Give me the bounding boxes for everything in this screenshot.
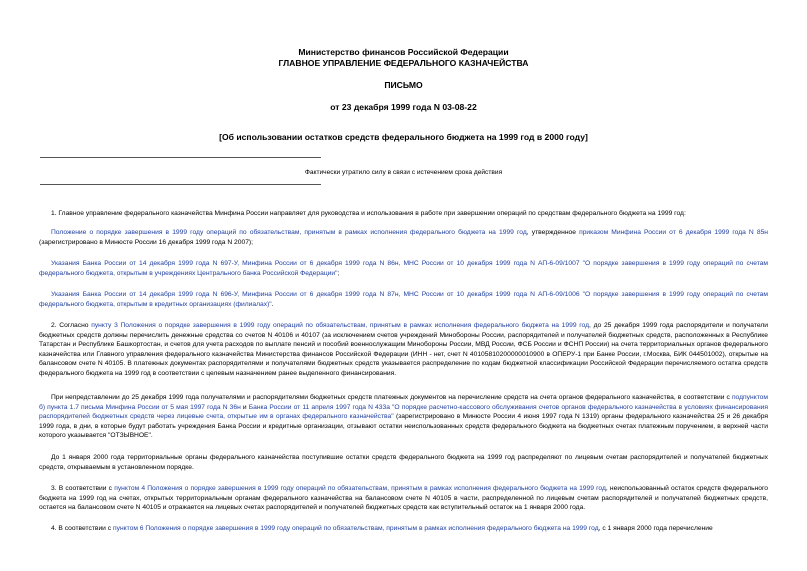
divider-top <box>40 157 321 158</box>
paragraph-1-ref-1: Положение о порядке завершения в 1999 году операций по обязательствам, принятым в рамках исполнения федерального бюджета на 1999 год, утвержденное приказом Минфина России от 6 декабря 1999 года N 85н (зарегистрировано в Минюсте России 16 декабря 1999 года N 2007); <box>39 229 768 246</box>
order-link[interactable]: приказом Минфина России от 6 декабря 1999 года N 85н <box>579 229 768 236</box>
paragraph-6: 4. В соответствии с пунктом 6 Положения о порядке завершения в 1999 году операций по обязательствам, принятым в рамках исполнения федерального бюджета на 1999 год, с 1 января 2000 года перечисление <box>51 525 713 532</box>
paragraph-3: При непредставлении до 25 декабря 1999 года получателями и распорядителями бюджетных средств платежных документов на перечисление средств на счета органов федерального казначейства, в соответствии с подпунктом б) пункта 1.7 письма Минфина России от 5 мая 1997 года N 36н и Банка России от 11 апреля 1997 года N 433а "О порядке расчетно-кассового обслуживания счетов органов федерального казначейства в условиях финансирования распорядителей бюджетных средств через лицевые счета, открытые им в органах федерального казначейства" (зарегистрировано в Минюсте России 4 июня 1997 года N 1319) органы федерального казначейства 25 и 26 декабря 1999 года, в дни, в которые будут работать учреждения Банка России и кредитные организации, отзывают остатки неиспользованных средств федерального бюджета на бюджетных счетах платежным поручением, в верхней части которого указывается "ОТЗЫВНОЕ". <box>39 394 769 440</box>
regulation-point-4-link[interactable]: пунктом 4 Положения о порядке завершения в 1999 году операций по обязательствам, принятым в рамках исполнения федерального бюджета на 1999 год <box>114 485 606 492</box>
paragraph-1-ref-3: Указания Банка России от 14 декабря 1999 года N 696-У, Минфина России от 6 декабря 1999 года N 87н, МНС России от 10 декабря 1999 года N АП-6-09/1006 "О порядке завершения в 1999 году операций по счетам федерального бюджета, открытым в кредитных организациях (филиалах)". <box>39 291 768 308</box>
regulation-link[interactable]: Положение о порядке завершения в 1999 году операций по обязательствам, принятым в рамках исполнения федерального бюджета на 1999 год <box>51 229 527 236</box>
document-subject: [Об использовании остатков средств федерального бюджета на 1999 год в 2000 году] <box>219 132 588 142</box>
paragraph-5: 3. В соответствии с пунктом 4 Положения о порядке завершения в 1999 году операций по обязательствам, принятым в рамках исполнения федерального бюджета на 1999 год, неиспользованный остаток средств федерального бюджета на 1999 год на счетах, открытых территориальным органам федерального казначейства на балансовом счете N 40105 в части, распределенной по лицевым счетам распорядителей и получателей бюджетных средств, остается на балансовом счете N 40105 и отражается на лицевых счетах распорядителей и получателей бюджетных средств как вступительный остаток на 1 января 2000 года. <box>39 485 769 512</box>
paragraph-4: До 1 января 2000 года территориальные органы федерального казначейства поступившие остатки средств федерального бюджета на 1999 год распределяют по лицевым счетам распорядителей и получателей бюджетных средств, открываемым в установленном порядке. <box>39 454 768 471</box>
instruction-696-link[interactable]: Указания Банка России от 14 декабря 1999 года N 696-У, Минфина России от 6 декабря 1999 года N 87н, МНС России от 10 декабря 1999 года N АП-6-09/1006 "О порядке завершения в 1999 году операций по счетам федерального бюджета, открытым в кредитных организациях (филиалах)" <box>39 291 768 308</box>
paragraph-2: 2. Согласно пункту 3 Положения о порядке завершения в 1999 году операций по обязательствам, принятым в рамках исполнения федерального бюджета на 1999 год, до 25 декабря 1999 года распорядители и получатели бюджетных средств должны перечислить денежные средства со счетов N 40106 и 40107 (за исключением счетов учреждений Минобороны России, распорядителей и получателей бюджетных средств, расположенных в Республике Татарстан и Республике Башкортостан, и счетов для учета расходов по выплате пенсий и пособий военнослужащим Минобороны России, МВД России, ФСБ России и ФСНП России) на счета территориальных органов федерального казначейства или Главного управления федерального казначейства Министерства финансов Российской Федерации (ИНН - нет, счет N 40105810200000010900 в ОПЕРУ-1 при Банке России, г.Москва, БИК 044501002), открытые на балансовом счете N 40105. В платежных документах распорядителями и получателями бюджетных средств указывается распределение по кодам бюджетной классификации Российской Федерации перечисляемого остатка средств федерального бюджета на 1999 год в соответствии с целевым назначением ранее выделенного финансирования. <box>39 322 769 377</box>
divider-bottom <box>40 184 321 185</box>
instruction-697-link[interactable]: Указания Банка России от 14 декабря 1999 года N 697-У, Минфина России от 6 декабря 1999 года N 86н, МНС России от 10 декабря 1999 года N АП-6-09/1007 "О порядке завершения в 1999 году операций по счетам федерального бюджета, открытым в учреждениях Центрального банка Российской Федерации" <box>39 260 768 277</box>
document-date-number: от 23 декабря 1999 года N 03-08-22 <box>330 102 477 112</box>
regulation-point-3-link[interactable]: пункту 3 Положения о порядке завершения в 1999 году операций по обязательствам, принятым в рамках исполнения федерального бюджета на 1999 год <box>91 322 590 329</box>
ministry-title: Министерство финансов Российской Федерации <box>298 47 509 57</box>
document-type: ПИСЬМО <box>384 80 423 90</box>
department-title: ГЛАВНОЕ УПРАВЛЕНИЕ ФЕДЕРАЛЬНОГО КАЗНАЧЕЙСТВА <box>278 58 529 68</box>
regulation-point-6-link[interactable]: пунктом 6 Положения о порядке завершения в 1999 году операций по обязательствам, принятым в рамках исполнения федерального бюджета на 1999 год <box>112 525 599 532</box>
status-note: Фактически утратило силу в связи с истечением срока действия <box>304 169 503 176</box>
bank-letter-link[interactable]: Банка России от 11 апреля 1997 года N 433а "О порядке расчетно-кассового обслуживания счетов органов федерального казначейства в условиях финансирования распорядителей бюджетных средств через лицевые счета, открытые им в органах федерального казначейства" <box>39 403 769 421</box>
paragraph-1: 1. Главное управление федерального казначейства Минфина России направляет для руководства и использования в работе при завершении операций по средствам федерального бюджета на 1999 год: <box>51 210 686 217</box>
paragraph-1-ref-2: Указания Банка России от 14 декабря 1999 года N 697-У, Минфина России от 6 декабря 1999 года N 86н, МНС России от 10 декабря 1999 года N АП-6-09/1007 "О порядке завершения в 1999 году операций по счетам федерального бюджета, открытым в учреждениях Центрального банка Российской Федерации"; <box>39 260 768 277</box>
minfin-letter-link[interactable]: подпунктом б) пункта 1.7 письма Минфина России от 5 мая 1997 года N 36н <box>39 394 768 411</box>
